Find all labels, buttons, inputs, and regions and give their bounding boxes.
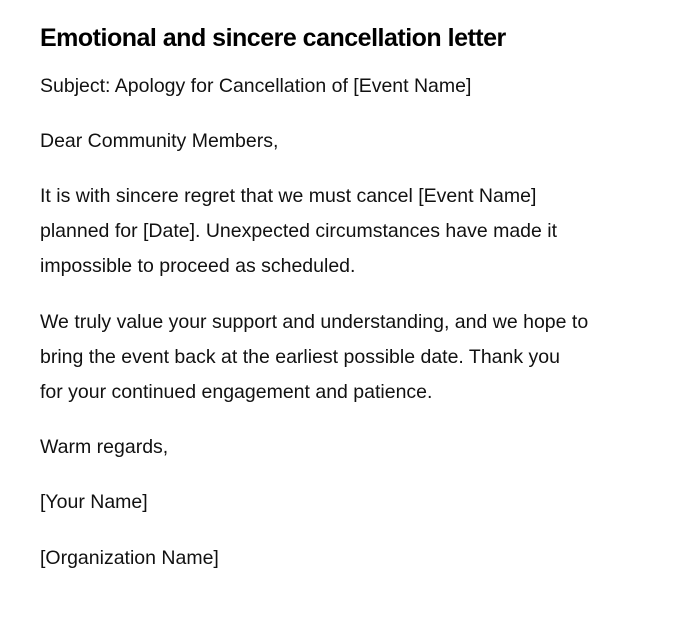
paragraph-line: We truly value your support and understanding, and we hope to bbox=[40, 311, 589, 333]
subject-line: Subject: Apology for Cancellation of [Event Name] bbox=[40, 75, 472, 97]
signature-name: [Your Name] bbox=[40, 491, 148, 513]
paragraph-line: planned for [Date]. Unexpected circumstances have made it bbox=[40, 220, 558, 242]
signature-organization: [Organization Name] bbox=[40, 547, 219, 569]
salutation: Dear Community Members, bbox=[40, 130, 279, 152]
closing: Warm regards, bbox=[40, 436, 169, 458]
paragraph-line: impossible to proceed as scheduled. bbox=[40, 255, 356, 277]
paragraph-line: for your continued engagement and patience. bbox=[40, 381, 433, 403]
document-title: Emotional and sincere cancellation letter bbox=[40, 24, 506, 52]
body-paragraph-2 bbox=[40, 305, 650, 410]
paragraph-line: bring the event back at the earliest possible date. Thank you bbox=[40, 346, 560, 368]
body-paragraph-1 bbox=[40, 179, 650, 284]
paragraph-line: It is with sincere regret that we must cancel [Event Name] bbox=[40, 185, 537, 207]
